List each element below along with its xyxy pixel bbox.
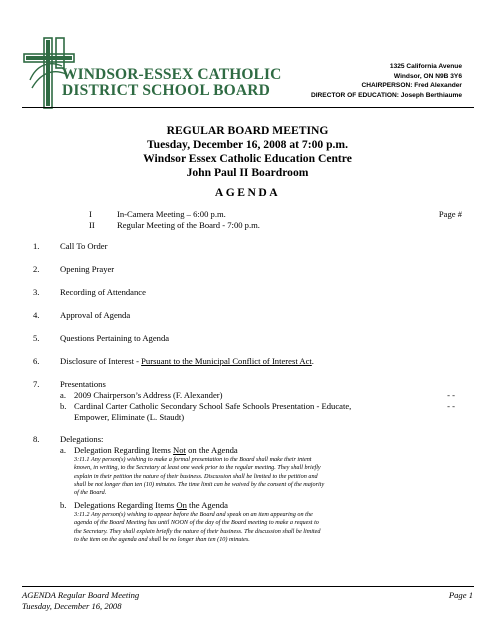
policy-text: 3:11.1 Any person(s) wishing to make a formal presentation to the Board shall make their intent <box>74 456 312 463</box>
delegation-b-emph: On <box>176 500 187 510</box>
policy-text: to the item on the agenda and shall be no longer than ten (10) minutes. <box>74 535 250 543</box>
footer-divider <box>22 586 474 587</box>
session-num: I <box>89 209 92 219</box>
logo-text-line1: WINDSOR-ESSEX CATHOLIC <box>62 66 282 83</box>
policy-text: of the Board. <box>74 489 107 497</box>
sub-item-label: a. <box>60 445 66 455</box>
delegation-a-emph: Not <box>173 445 186 455</box>
delegation-a-post: on the Agenda <box>185 445 238 455</box>
footer-page-number: Page 1 <box>448 590 473 600</box>
address-city: Windsor, ON N9B 3Y6 <box>393 72 462 80</box>
item-number: 8. <box>33 434 40 444</box>
sub-item-label: b. <box>60 401 67 411</box>
session-text: Regular Meeting of the Board - 7:00 p.m. <box>117 220 260 230</box>
policy-text: 3:11.2 Any person(s) wishing to appear before the Board and speak on an item appearing on the <box>74 511 313 518</box>
footer-date: Tuesday, December 16, 2008 <box>22 601 122 611</box>
page-column-label: Page # <box>438 209 462 219</box>
item-disclosure <box>60 356 314 367</box>
presentation-chair-address: 2009 Chairperson’s Address (F. Alexander) <box>74 390 223 400</box>
delegation-b-post: the Agenda <box>186 500 228 510</box>
sub-item-label: a. <box>60 390 66 400</box>
agenda-heading: AGENDA <box>214 186 281 199</box>
delegation-a-pre: Delegation Regarding Items <box>74 445 174 455</box>
policy-text: the Secretary. They shall explain briefly the nature of their business. The discussion shall be limited <box>74 527 321 535</box>
page-ref: - - <box>447 401 455 411</box>
policy-text: explain in their petition the nature of their business. Discussion shall be limited to the petition and <box>74 472 318 480</box>
item-call-to-order: Call To Order <box>60 241 108 251</box>
chairperson-line: CHAIRPERSON: Fred Alexander <box>361 82 462 89</box>
item-number: 7. <box>33 379 40 389</box>
item-number: 1. <box>33 241 40 251</box>
item-number: 2. <box>33 264 40 274</box>
header-divider <box>22 107 474 108</box>
meeting-date: Tuesday, December 16, 2008 at 7:00 p.m. <box>147 138 348 151</box>
page-ref: - - <box>447 390 455 400</box>
presentation-safe-schools: Cardinal Carter Catholic Secondary School Safe Schools Presentation - Educate, <box>74 401 352 411</box>
meeting-title: REGULAR BOARD MEETING <box>166 124 329 137</box>
meeting-venue: Windsor Essex Catholic Education Centre <box>143 152 352 165</box>
footer-title: AGENDA Regular Board Meeting <box>22 590 140 600</box>
item-number: 5. <box>33 333 40 343</box>
delegation-b-pre: Delegations Regarding Items <box>74 500 177 510</box>
policy-text: agenda of the Board Meeting has until NOON of the day of the Board meeting to make a request to <box>74 519 319 527</box>
item-number: 6. <box>33 356 40 366</box>
sub-item-label: b. <box>60 500 67 510</box>
item-delegations: Delegations: <box>60 434 104 444</box>
item-presentations: Presentations <box>60 379 106 389</box>
disclosure-end: . <box>311 356 314 366</box>
delegation-on-agenda <box>74 500 228 511</box>
item-questions: Questions Pertaining to Agenda <box>60 333 170 343</box>
disclosure-text: Disclosure of Interest - <box>60 356 142 366</box>
delegation-not-on-agenda <box>74 445 238 456</box>
item-opening-prayer: Opening Prayer <box>60 264 115 274</box>
logo-text-line2: DISTRICT SCHOOL BOARD <box>62 82 271 99</box>
address-street: 1325 California Avenue <box>389 63 462 70</box>
presentation-safe-schools-cont: Empower, Eliminate (L. Staudt) <box>74 412 185 422</box>
item-attendance: Recording of Attendance <box>60 287 146 297</box>
session-text: In-Camera Meeting – 6:00 p.m. <box>117 209 226 219</box>
policy-text: known, in writing, to the Secretary at least one week prior to the regular meeting. They shall briefly <box>74 464 321 472</box>
conflict-of-interest-link[interactable]: Pursuant to the Municipal Conflict of Interest Act <box>141 356 312 366</box>
item-number: 4. <box>33 310 40 320</box>
meeting-room: John Paul II Boardroom <box>186 166 309 179</box>
item-approval: Approval of Agenda <box>60 310 131 320</box>
session-num: II <box>89 220 95 230</box>
director-line: DIRECTOR OF EDUCATION: Joseph Berthiaume <box>310 91 462 99</box>
policy-text: shall be not longer than ten (10) minutes. The time limit can be waived by the consent of the majority <box>74 480 325 488</box>
item-number: 3. <box>33 287 40 297</box>
